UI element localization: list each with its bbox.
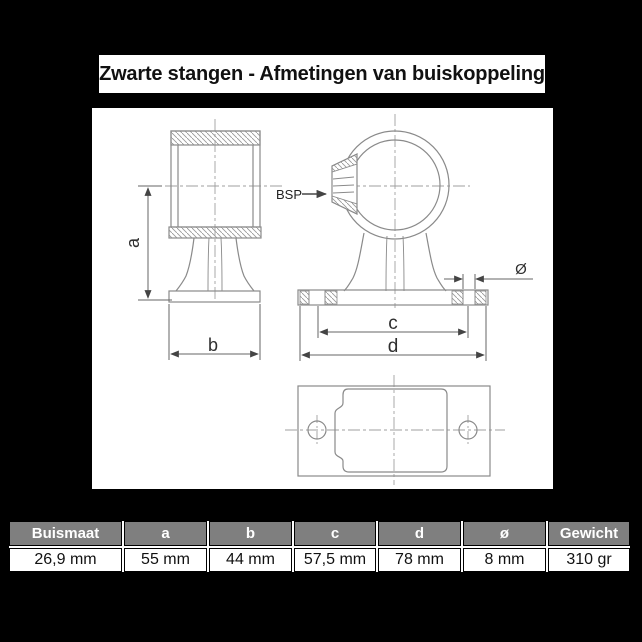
header-cell-b: b [209,521,292,546]
dim-label-c: c [388,313,398,334]
side-view [144,119,285,302]
header-cell-c: c [294,521,376,546]
technical-drawing-panel [92,108,553,489]
value-cell-d: 78 mm [378,548,461,572]
side-view-centerlines [144,119,285,300]
dim-label-d: d [387,336,399,357]
technical-drawing [92,108,553,489]
value-cell-a: 55 mm [124,548,207,572]
dim-label-diameter: Ø [515,261,527,278]
header-cell-a: a [124,521,207,546]
bottom-view [285,375,505,485]
page-title: Zwarte stangen - Afmetingen van buiskoppeling [99,62,545,85]
dimensions-table [7,519,632,574]
header-cell-diameter: ø [463,521,546,546]
bsp-label: BSP [275,187,303,202]
header-cell-buismaat: Buismaat [9,521,122,546]
header-cell-gewicht: Gewicht [548,521,630,546]
value-cell-diameter: 8 mm [463,548,546,572]
dim-label-b: b [207,335,219,355]
title-box [97,53,547,95]
header-cell-d: d [378,521,461,546]
dim-label-a: a [123,237,143,249]
bottom-view-centerlines [285,375,505,485]
value-cell-b: 44 mm [209,548,292,572]
value-cell-gewicht: 310 gr [548,548,630,572]
dimension-a [138,186,172,300]
value-cell-buismaat: 26,9 mm [9,548,122,572]
value-cell-c: 57,5 mm [294,548,376,572]
